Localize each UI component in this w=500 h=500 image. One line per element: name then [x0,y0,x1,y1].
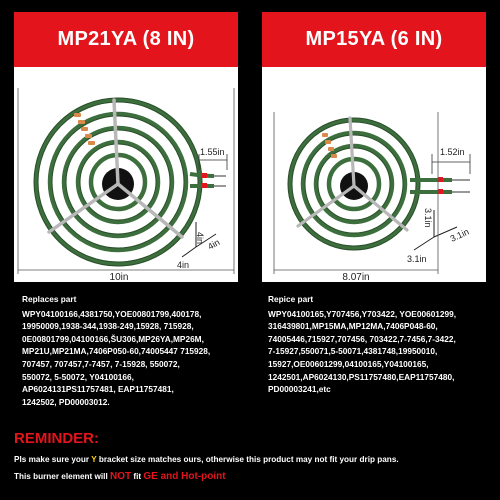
reminder-text: This burner element will [14,472,110,481]
dim-b-label: 4in [177,260,190,270]
part-line: 1242501,AP6024130,PS11757480,EAP11757480, [268,371,455,382]
part-line: 316439801,MP15MA,MP12MA,7406P048-60, [268,321,438,332]
bracket-dimension-axes [414,210,457,250]
part-line: 19950009,1938-344,1938-249,15928, 715928, [22,321,194,332]
part-line: PD00003241,etc [268,384,331,395]
part-line: WPY04100165,Y707456,Y703422, YOE00601299, [268,308,457,319]
reminder-highlight-not: NOT [110,471,132,482]
burner-diagram-6in [262,12,486,282]
reminder-text: Pls make sure your [14,455,92,464]
part-line: 550072, 5-50072, Y04100166, [22,371,134,382]
part-line: 74005446,715927,707456, 703422,7-7456,7-3422, [268,333,456,344]
reminder-line-1 [14,455,399,464]
part-line: AP6024131PS11757481, EAP11757481, [22,384,174,395]
terminal-leads-icon [190,173,226,188]
diameter-label: 10in [109,272,129,282]
dim-c-label: 4in [206,237,222,252]
section-title: Repice part [268,294,314,304]
reminder-highlight-y: Y [91,455,97,464]
product-card-8in [14,12,238,282]
dim-a-label: 4in [195,232,205,245]
part-line: WPY04100166,4381750,YOE00801799,400178, [22,308,202,319]
reminder-text: fit [131,472,144,481]
diameter-label: 8.07in [342,272,370,282]
burner-diagram-8in [14,12,238,282]
part-line: 707457, 707457,7-7457, 7-15928, 550072, [22,358,180,369]
lead-dimension-label: 1.55in [200,147,225,157]
dim-c-label: 3.1in [448,226,471,244]
part-line: 7-15927,550071,5-50071,4381748,19950010, [268,346,438,357]
product-card-6in [262,12,486,282]
dim-a-label: 3.1in [423,208,433,228]
part-line: MP21U,MP21MA,7406P050-60,74005447 715928, [22,346,211,357]
dim-b-label: 3.1in [407,254,427,264]
reminder-highlight-brands: GE and Hot-point [143,471,226,482]
reminder-line-2 [14,471,226,482]
replaces-section-6in [268,293,496,396]
section-title: Replaces part [22,294,77,304]
lead-dimension-label: 1.52in [440,147,465,157]
part-line: 1242502, PD00003012. [22,396,110,407]
reminder-title: REMINDER: [14,430,99,447]
model-banner: MP15YA (6 IN) [262,12,486,67]
reminder-text: bracket size matches ours, otherwise this product may not fit your drip pans. [96,455,399,464]
part-line: 15927,OE00601299,04100165,Y04100165, [268,358,429,369]
part-line: 0E00801799,04100166,ŠU306,MP26YA,MP26M, [22,333,204,344]
model-banner: MP21YA (8 IN) [14,12,238,67]
replaces-section-8in [22,293,247,408]
